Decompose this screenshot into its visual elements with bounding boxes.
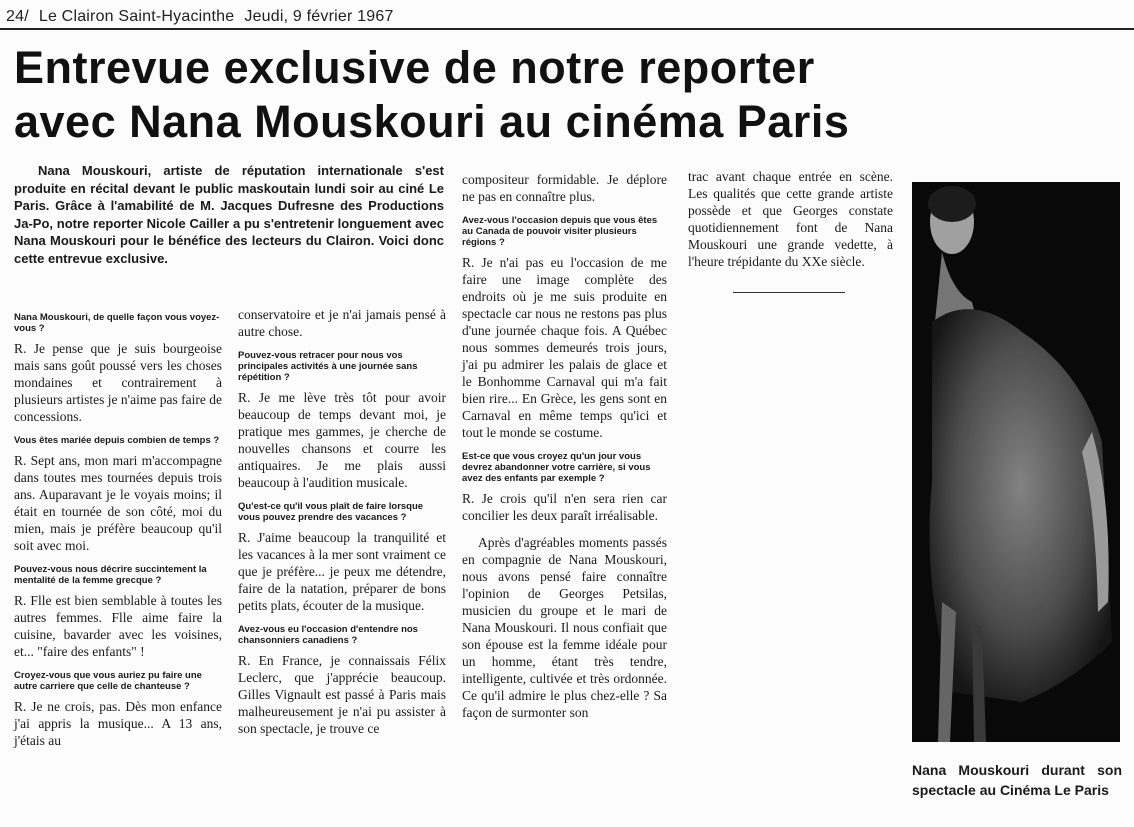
headline-line-1: Entrevue exclusive de notre reporter — [14, 42, 815, 93]
article-column-3 — [462, 171, 667, 731]
answer: conservatoire et je n'ai jamais pensé à autre chose. — [238, 307, 446, 339]
answer: R. Je ne crois, pas. Dès mon enfance j'ai appris la musique... A 13 ans, j'étais au — [14, 699, 222, 748]
end-rule — [733, 292, 845, 293]
nana-mouskouri-photo — [912, 182, 1120, 742]
answer: R. Flle est bien semblable à toutes les autres femmes. Flle aime faire la cuisine, bavarder avec les voisines, et... "faire des enfants" ! — [14, 593, 222, 659]
question: Avez-vous eu l'occasion d'entendre nos chansonniers canadiens ? — [238, 624, 418, 646]
article-column-1 — [14, 306, 222, 759]
header-rule — [0, 28, 1134, 30]
closing-paragraph-end: trac avant chaque entrée en scène. Les qualités que cette grande artiste possède et que Georges constate quotidiennement font de Nana Mouskouri une grande vedette, à l'heure trépidante du XXe siècle. — [688, 169, 893, 269]
answer: R. Je crois qu'il n'en sera rien car concilier les deux paraît irréalisable. — [462, 491, 667, 523]
answer: R. En France, je connaissais Félix Leclerc, que j'apprécie beaucoup. Gilles Vignault est passé à Paris mais malheureusement je n'ai pu assister à son spectacle, je trouve ce — [238, 653, 446, 736]
intro-paragraph: Nana Mouskouri, artiste de réputation internationale s'est produite en récital devant le public maskoutain lundi soir au ciné Le Paris. Grâce à l'amabilité de M. Jacques Dufresne des Productions Ja-Po, notre reporter Nicole Cailler a pu s'entretenir longuement avec Nana Mouskouri pour le bénéfice des lecteurs du Clairon. Voici donc cette entrevue exclusive. — [14, 163, 444, 266]
page-number: 24/ — [6, 8, 29, 25]
article-column-4 — [688, 168, 893, 280]
closing-paragraph: Après d'agréables moments passés en compagnie de Nana Mouskouri, nous avons pensé faire connaître l'opinion de Georges Petsilas, musicien du groupe et le mari de Nana Mouskouri. Il nous confiait que son épouse est la femme idéale pour un homme, étant très tendre, intelligente, cultivée et très ordonnée. Ce qu'il admire le plus chez-elle ? Sa façon de surmonter son — [462, 535, 667, 720]
answer: R. Je pense que je suis bourgeoise mais sans goût poussé vers les choses mondaines et contrairement à plusieurs artistes je n'aime pas faire de concessions. — [14, 341, 222, 424]
performer-silhouette — [912, 182, 1120, 742]
headline-line-2: avec Nana Mouskouri au cinéma Paris — [14, 96, 850, 147]
article-column-2 — [238, 306, 446, 747]
question: Croyez-vous que vous auriez pu faire une autre carriere que celle de chanteuse ? — [14, 670, 202, 692]
question: Avez-vous l'occasion depuis que vous êtes au Canada de pouvoir visiter plusieurs régions ? — [462, 215, 658, 248]
photo-caption: Nana Mouskouri durant son spectacle au Cinéma Le Paris — [912, 762, 1122, 798]
question: Pouvez-vous retracer pour nous vos principales activités à une journée sans répétition ? — [238, 350, 418, 383]
question: Est-ce que vous croyez qu'un jour vous devrez abandonner votre carrière, si vous avez des enfants par exemple ? — [462, 451, 651, 484]
answer: R. J'aime beaucoup la tranquilité et les vacances à la mer sont vraiment ce que je préfère... je peux me détendre, faire de la natation, préparer de bons petits plats, écouter de la musique. — [238, 530, 446, 613]
answer: R. Je me lève très tôt pour avoir beaucoup de temps devant moi, je pratique mes gammes, je cherche de nouvelles chansons et courre les antiquaires. Je me plais aussi beaucoup à l'audition musicale. — [238, 390, 446, 490]
question: Qu'est-ce qu'il vous plaît de faire lorsque vous pouvez prendre des vacances ? — [238, 501, 424, 523]
answer: compositeur formidable. Je déplore ne pas en connaître plus. — [462, 172, 667, 204]
question: Pouvez-vous nous décrire succintement la mentalité de la femme grecque ? — [14, 564, 207, 586]
page-header — [6, 8, 404, 26]
question: Nana Mouskouri, de quelle façon vous voyez-vous ? — [14, 312, 220, 334]
question: Vous êtes mariée depuis combien de temps ? — [14, 435, 220, 446]
answer: R. Sept ans, mon mari m'accompagne dans toutes mes tournées depuis trois ans. Auparavant je le voyais moins; il était en tournée de son côté, moi du mien, mais je préfère beaucoup qu'il soit avec moi. — [14, 453, 222, 553]
issue-date: Jeudi, 9 février 1967 — [244, 8, 394, 25]
newspaper-name: Le Clairon Saint-Hyacinthe — [38, 8, 235, 25]
answer: R. Je n'ai pas eu l'occasion de me faire une image complète des endroits où je me suis produite en spectacle car nous ne restons pas plus d'une journée chaque fois. A Québec nous sommes demeurés trois jours, j'ai pu admirer les palais de glace et le Bonhomme Carnaval qui m'a fait bien rire... En Grèce, les gens sont en Carnaval en même temps qu'ici et tout le monde se costume. — [462, 255, 667, 440]
